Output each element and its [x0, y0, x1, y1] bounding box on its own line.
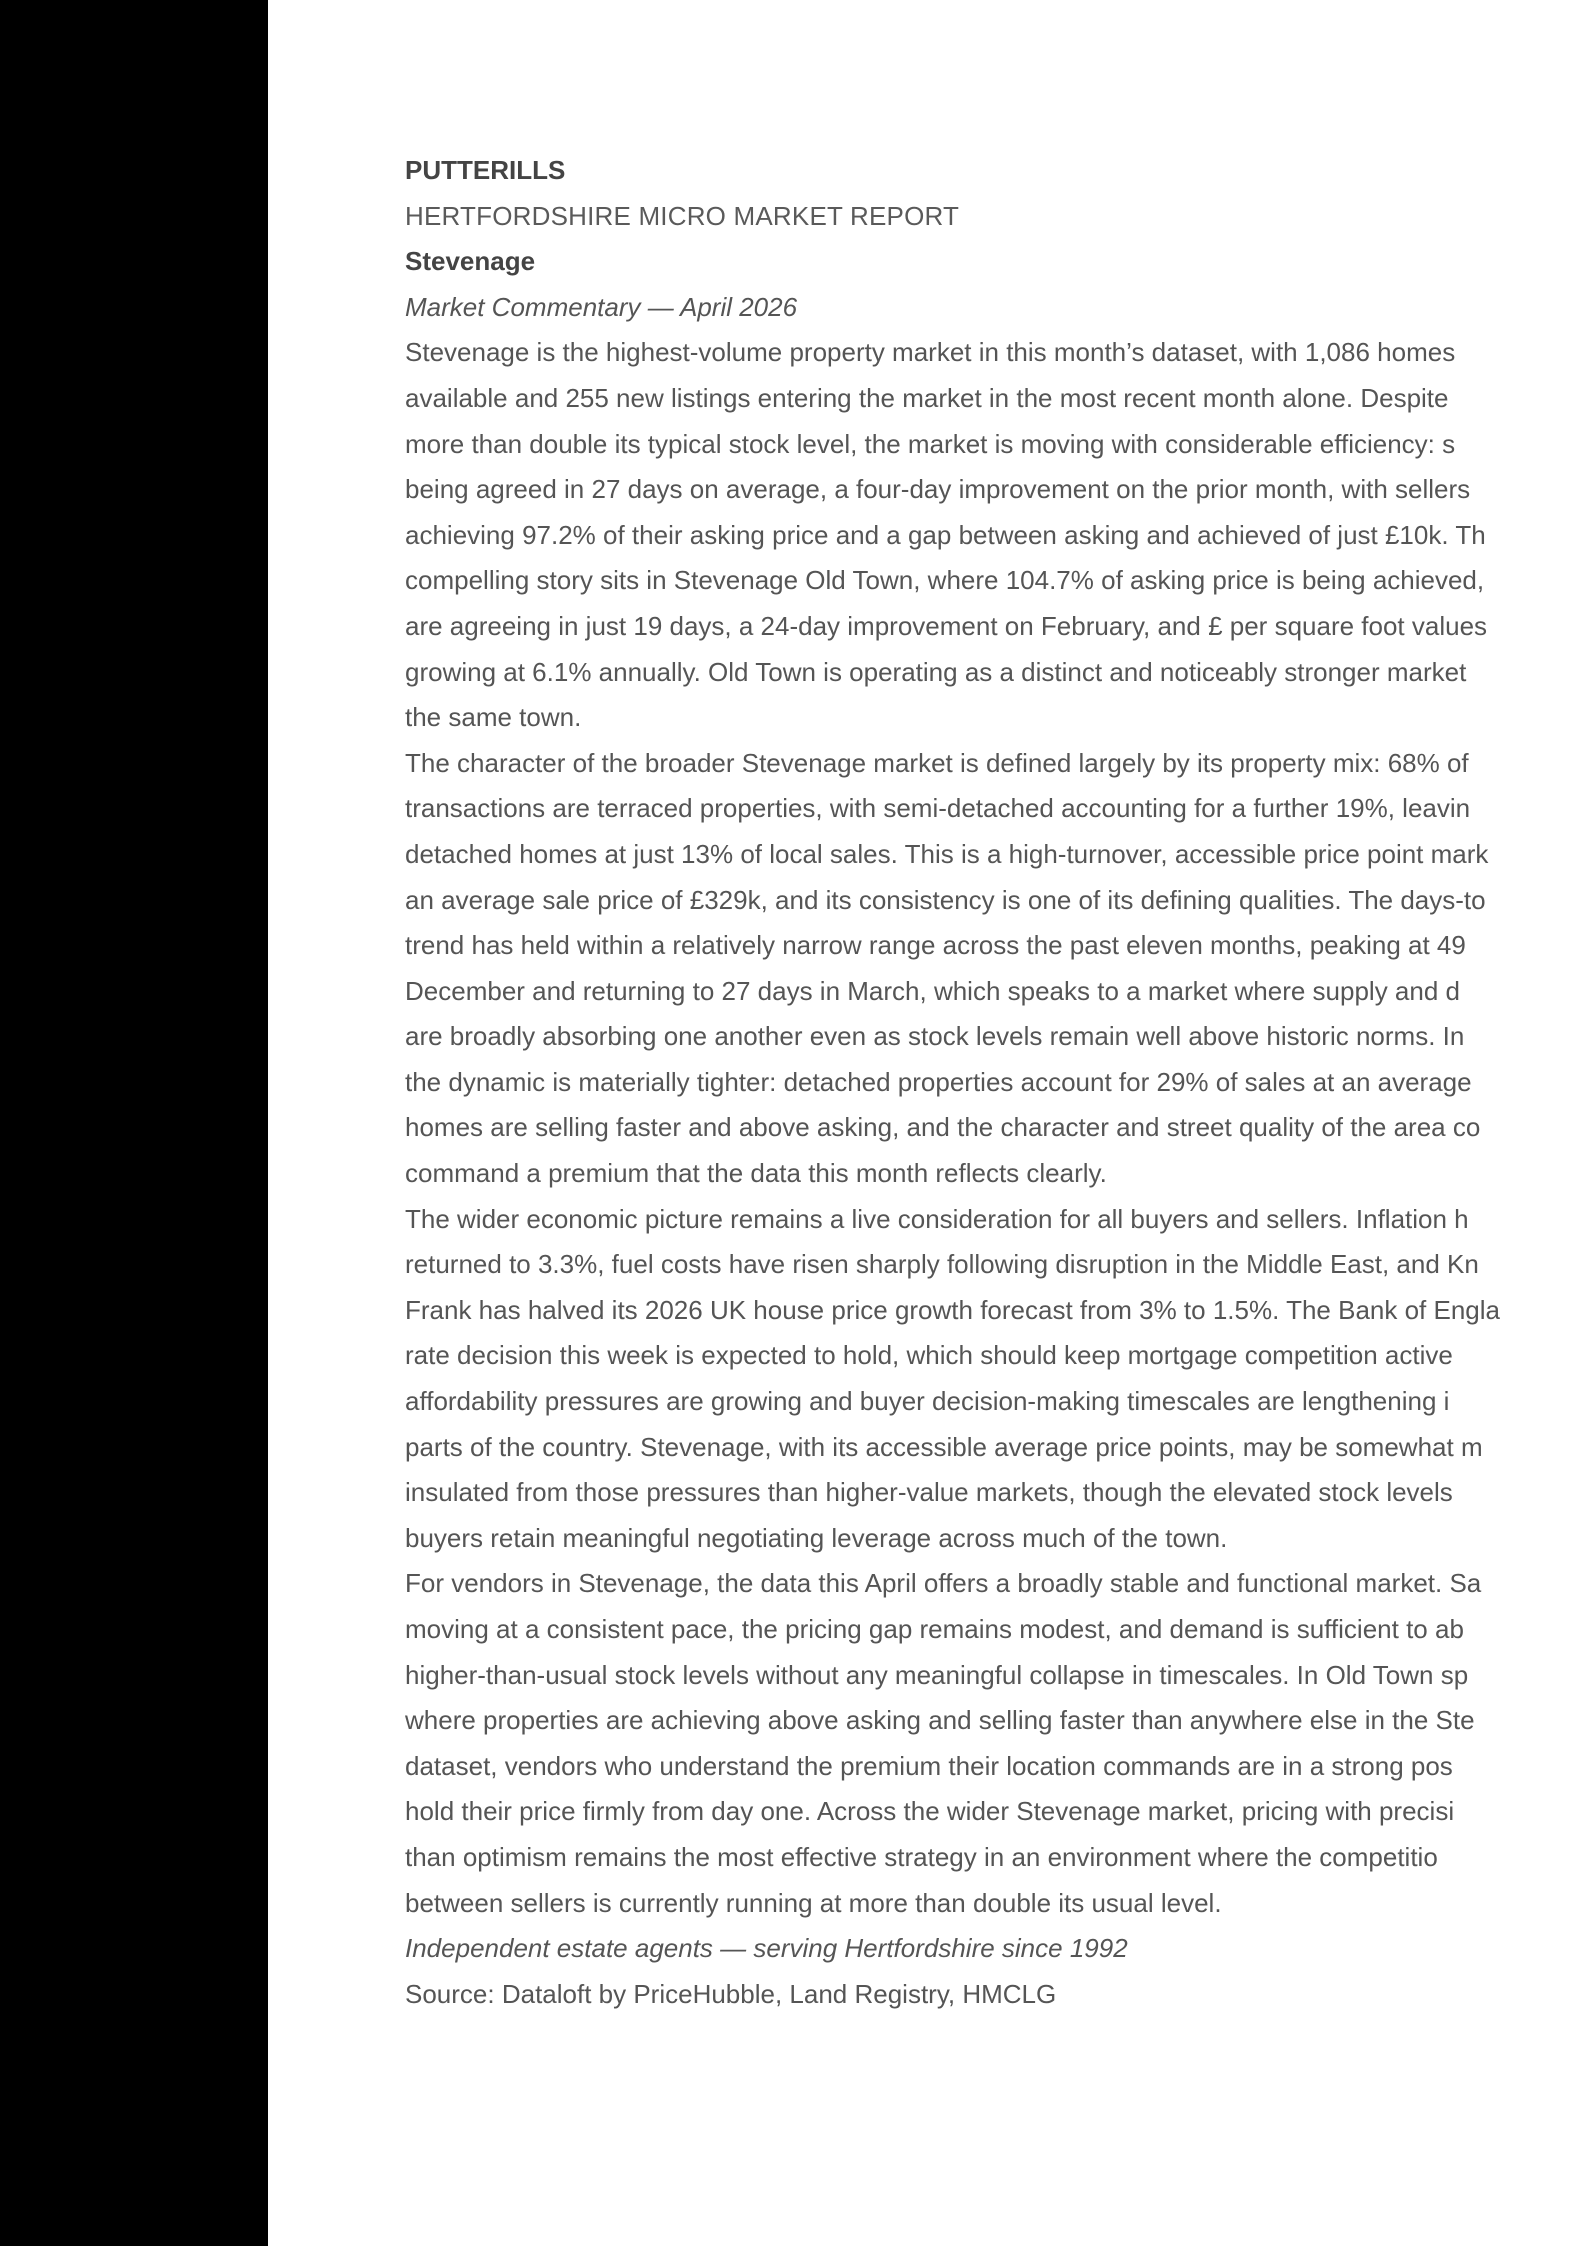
body-text-line: the dynamic is materially tighter: detached properties account for 29% of sales at an average — [405, 1066, 1472, 1097]
left-black-bar — [0, 0, 268, 2246]
body-text-line: growing at 6.1% annually. Old Town is operating as a distinct and noticeably stronger market — [405, 656, 1467, 687]
body-text-line: where properties are achieving above asking and selling faster than anywhere else in the Ste — [405, 1705, 1475, 1736]
body-text-line: December and returning to 27 days in March, which speaks to a market where supply and d — [405, 975, 1460, 1006]
body-text-line: the same town. — [405, 702, 582, 733]
body-text-line: compelling story sits in Stevenage Old Town, where 104.7% of asking price is being achieved, — [405, 565, 1485, 596]
body-text-line: transactions are terraced properties, with semi-detached accounting for a further 19%, leavin — [405, 793, 1471, 824]
body-text-line: between sellers is currently running at more than double its usual level. — [405, 1887, 1222, 1918]
brand-name: PUTTERILLS — [405, 155, 566, 185]
town-heading: Stevenage — [405, 246, 536, 277]
body-text-line: available and 255 new listings entering the market in the most recent month alone. Despite — [405, 382, 1449, 413]
body-text-line: trend has held within a relatively narrow range across the past eleven months, peaking at 49 — [405, 930, 1466, 961]
body-text-line: hold their price firmly from day one. Across the wider Stevenage market, pricing with precisi — [405, 1796, 1455, 1827]
body-text-line: The wider economic picture remains a live consideration for all buyers and sellers. Inflation h — [405, 1203, 1469, 1234]
body-text-line: moving at a consistent pace, the pricing gap remains modest, and demand is sufficient to ab — [405, 1614, 1464, 1644]
body-text-line: command a premium that the data this month reflects clearly. — [405, 1158, 1107, 1189]
body-text-line: rate decision this week is expected to hold, which should keep mortgage competition active — [405, 1340, 1453, 1371]
body-text-line: an average sale price of £329k, and its consistency is one of its defining qualities. The days-to — [405, 884, 1486, 915]
body-text-line: The character of the broader Stevenage market is defined largely by its property mix: 68% of — [405, 747, 1469, 778]
body-text-line: buyers retain meaningful negotiating leverage across much of the town. — [405, 1522, 1228, 1553]
document-content — [405, 148, 1588, 2017]
commentary-heading: Market Commentary — April 2026 — [405, 291, 798, 322]
body-text-line: dataset, vendors who understand the premium their location commands are in a strong pos — [405, 1750, 1453, 1781]
body-text-line: For vendors in Stevenage, the data this April offers a broadly stable and functional market. Sa — [405, 1568, 1482, 1599]
body-text-line: are agreeing in just 19 days, a 24-day improvement on February, and £ per square foot values — [405, 610, 1488, 641]
body-text-line: Stevenage is the highest-volume property market in this month’s dataset, with 1,086 homes — [405, 337, 1456, 368]
source-line: Source: Dataloft by PriceHubble, Land Registry, HMCLG — [405, 1978, 1057, 2009]
body-text-line: affordability pressures are growing and buyer decision-making timescales are lengthening i — [405, 1386, 1450, 1417]
body-text-line: parts of the country. Stevenage, with its accessible average price points, may be somewhat m — [405, 1431, 1483, 1462]
body-text-line: insulated from those pressures than higher-value markets, though the elevated stock levels — [405, 1477, 1453, 1508]
body-text-line: than optimism remains the most effective strategy in an environment where the competitio — [405, 1841, 1438, 1872]
report-title: HERTFORDSHIRE MICRO MARKET REPORT — [405, 200, 960, 231]
body-text-line: returned to 3.3%, fuel costs have risen sharply following disruption in the Middle East, and Kn — [405, 1249, 1479, 1280]
body-text-line: more than double its typical stock level, the market is moving with considerable efficiency: s — [405, 428, 1456, 459]
body-text-line: Frank has halved its 2026 UK house price growth forecast from 3% to 1.5%. The Bank of Engla — [405, 1294, 1500, 1325]
body-text-line: higher-than-usual stock levels without any meaningful collapse in timescales. In Old Town sp — [405, 1659, 1469, 1690]
body-text-line: are broadly absorbing one another even as stock levels remain well above historic norms. In — [405, 1021, 1465, 1052]
commentary-body — [405, 330, 1588, 1926]
body-text-line: being agreed in 27 days on average, a four-day improvement on the prior month, with sellers — [405, 474, 1471, 505]
document-page — [268, 0, 1588, 2246]
footer-tagline: Independent estate agents — serving Hertfordshire since 1992 — [405, 1933, 1128, 1964]
body-text-line: homes are selling faster and above asking, and the character and street quality of the area co — [405, 1112, 1481, 1143]
body-text-line: detached homes at just 13% of local sales. This is a high-turnover, accessible price point mark — [405, 838, 1489, 869]
body-text-line: achieving 97.2% of their asking price and a gap between asking and achieved of just £10k. Th — [405, 519, 1486, 550]
